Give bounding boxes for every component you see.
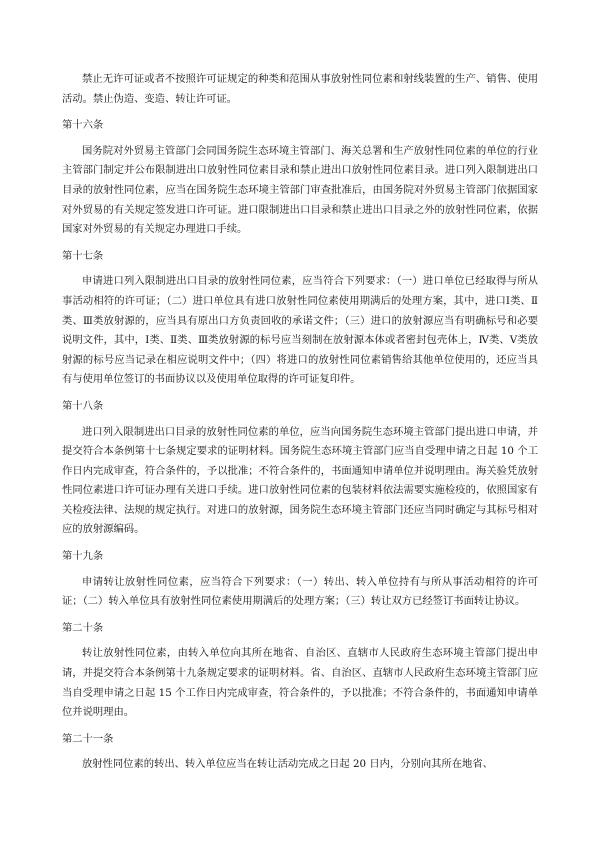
document-body bbox=[62, 70, 538, 775]
paragraph-license-prohibition: 禁止无许可证或者不按照许可证规定的种类和范围从事放射性同位素和射线装置的生产、销售、使用活动。禁止伪造、变造、转让许可证。 bbox=[62, 73, 538, 105]
article-21-text: 放射性同位素的转出、转入单位应当在转让活动完成之日起 20 日内，分别向其所在地省、 bbox=[82, 758, 493, 771]
article-21-heading: 第二十一条 bbox=[62, 732, 114, 745]
article-19-heading: 第十九条 bbox=[62, 550, 104, 563]
article-18-text: 进口列入限制进出口目录的放射性同位素的单位，应当向国务院生态环境主管部门提出进口申请，并提交符合本条例第十七条规定要求的证明材料。国务院生态环境主管部门应当自受理申请之日起 10 个工作日内完成审查，符合条件的，予以批准；不符合条件的，书面通知申请单位并说明理由。海关验凭放射性同位素进口许可证办理有关进口手续。进口放射性同位素的包装材料依法需要实施检疫的，依照国家有关检疫法律、法规的规定执行。对进口的放射源，国务院生态环境主管部门还应当同时确定与其标号相对应的放射源编码。 bbox=[62, 425, 538, 536]
article-17-heading: 第十七条 bbox=[62, 249, 104, 262]
article-17-text: 申请进口列入限制进出口目录的放射性同位素，应当符合下列要求：（一）进口单位已经取得与所从事活动相符的许可证；（二）进口单位具有进口放射性同位素使用期满后的处理方案，其中，进口Ⅰ类、Ⅱ类、Ⅲ类放射源的，应当具有原出口方负责回收的承诺文件；（三）进口的放射源应当有明确标号和必要说明文件，其中，Ⅰ类、Ⅱ类、Ⅲ类放射源的标号应当刻制在放射源本体或者密封包壳体上，Ⅳ类、Ⅴ类放射源的标号应当记录在相应说明文件中；（四）将进口的放射性同位素销售给其他单位使用的，还应当具有与使用单位签订的书面协议以及使用单位取得的许可证复印件。 bbox=[62, 275, 538, 386]
article-16-heading: 第十六条 bbox=[62, 119, 104, 132]
article-20-text: 转让放射性同位素，由转入单位向其所在地省、自治区、直辖市人民政府生态环境主管部门提出申请，并提交符合本条例第十九条规定要求的证明材料。省、自治区、直辖市人民政府生态环境主管部门应当自受理申请之日起 15 个工作日内完成审查，符合条件的，予以批准；不符合条件的，书面通知申请单位并说明理由。 bbox=[62, 647, 538, 719]
article-20-heading: 第二十条 bbox=[62, 621, 104, 634]
article-16-text: 国务院对外贸易主管部门会同国务院生态环境主管部门、海关总署和生产放射性同位素的单位的行业主管部门制定并公布限制进出口放射性同位素目录和禁止进出口放射性同位素目录。进口列入限制进出口目录的放射性同位素，应当在国务院生态环境主管部门审查批准后，由国务院对外贸易主管部门依据国家对外贸易的有关规定签发进口许可证。进口限制进出口目录和禁止进出口目录之外的放射性同位素，依据国家对外贸易的有关规定办理进口手续。 bbox=[62, 144, 538, 236]
article-18-heading: 第十八条 bbox=[62, 399, 104, 412]
article-19-text: 申请转让放射性同位素，应当符合下列要求：（一）转出、转入单位持有与所从事活动相符的许可证；（二）转入单位具有放射性同位素使用期满后的处理方案；（三）转让双方已经签订书面转让协议。 bbox=[62, 575, 538, 608]
